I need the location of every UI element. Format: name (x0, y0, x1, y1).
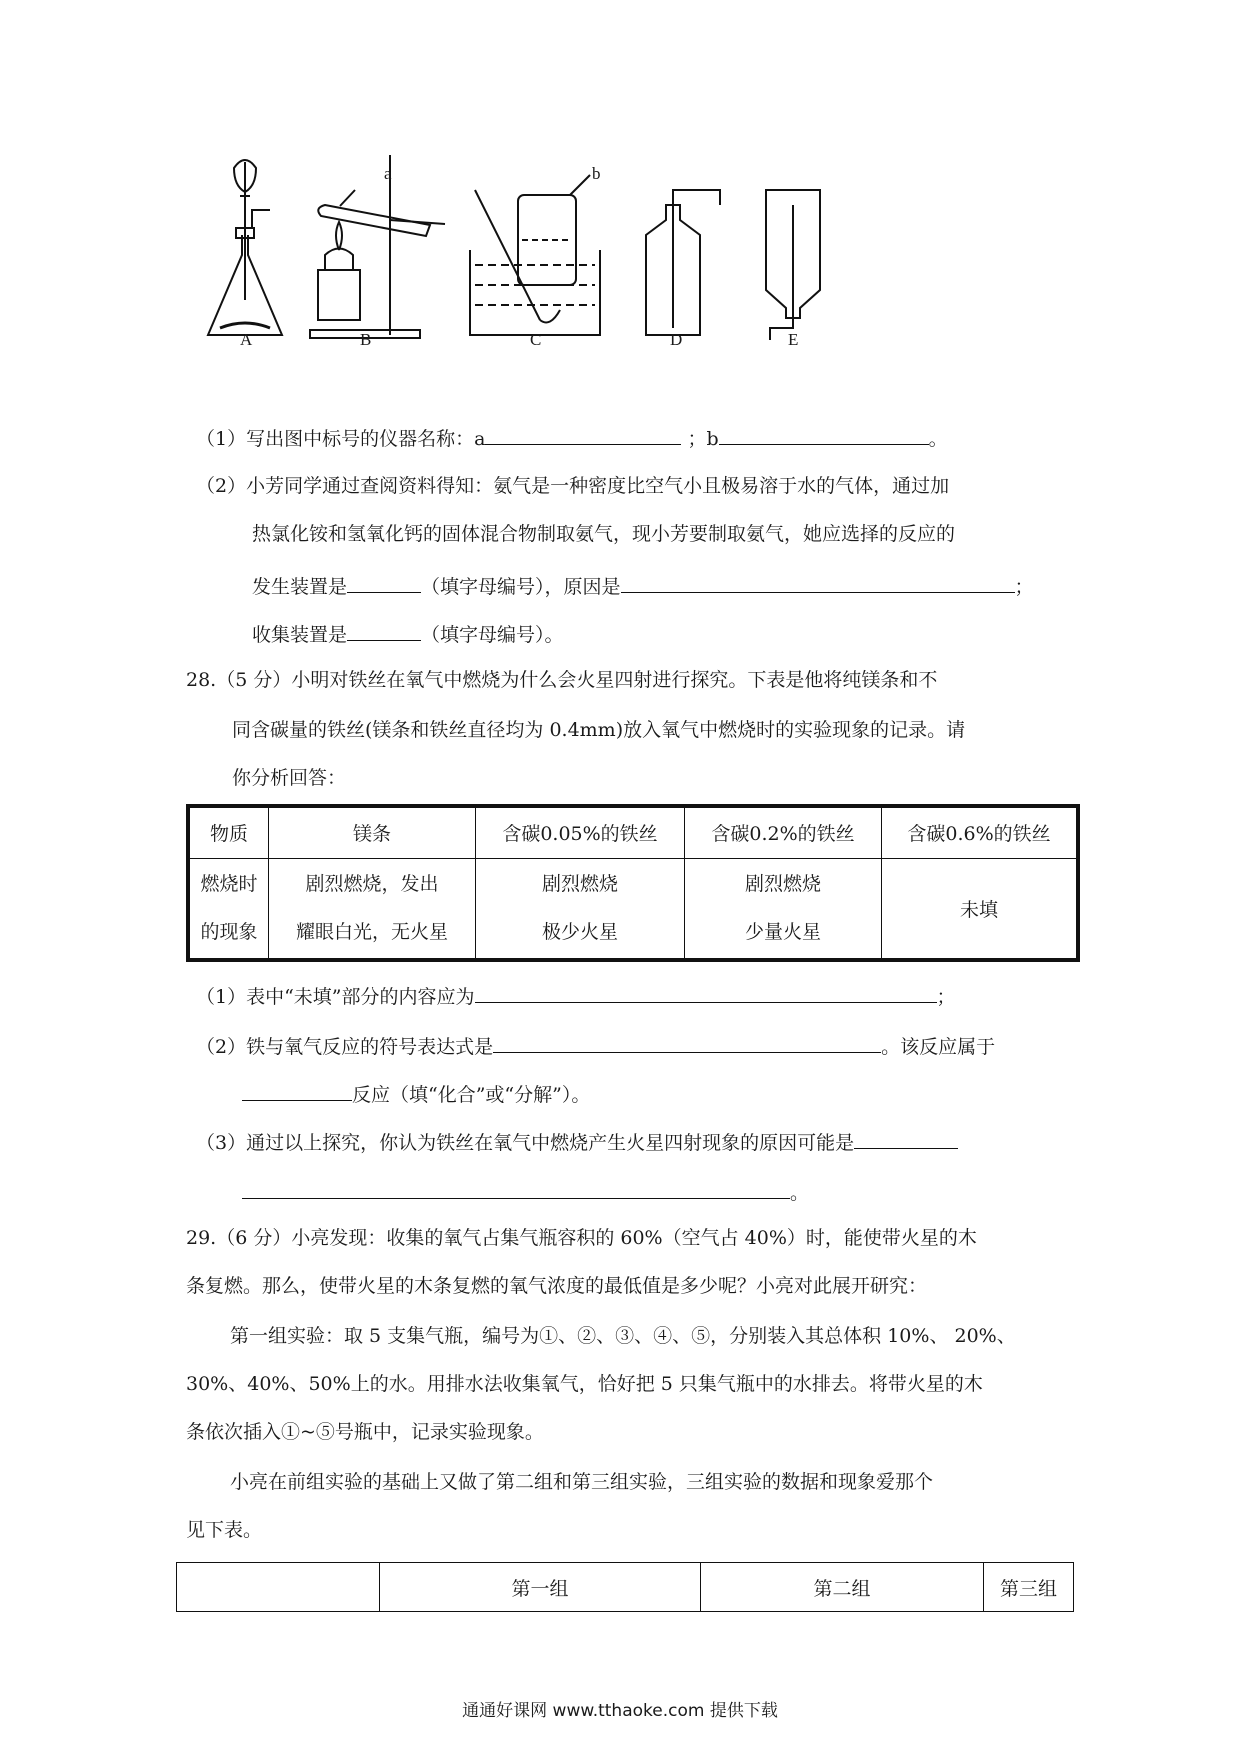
table-cell: 剧烈燃烧 少量火星 (685, 858, 882, 960)
q29-table (176, 1562, 1074, 1612)
table-cell: 未填 (882, 858, 1079, 960)
q27-part2-line3: 发生装置是 （填字母编号），原因是 ； (252, 570, 1034, 601)
answer-blank-generator[interactable] (347, 570, 421, 593)
q29-line6: 小亮在前组实验的基础上又做了第二组和第三组实验，三组实验的数据和现象爱那个 (230, 1471, 934, 1493)
table-header-cell: 第一组 (380, 1563, 701, 1612)
answer-blank-b[interactable] (719, 422, 929, 445)
q28-part2: （2）铁与氧气反应的符号表达式是 。该反应属于 (196, 1030, 995, 1061)
table-header-cell: 第三组 (984, 1563, 1074, 1612)
q27-part1: （1）写出图中标号的仪器名称：a ；b 。 (196, 422, 948, 453)
page-footer: 通通好课网 www.tthaoke.com 提供下载 (462, 1701, 778, 1721)
apparatus-figure (200, 150, 960, 390)
answer-blank-unfilled[interactable] (475, 980, 937, 1003)
q29-line1: 29.（6 分）小亮发现：收集的氧气占集气瓶容积的 60%（空气占 40%）时，能使带火星的木 (186, 1227, 977, 1249)
callout-a: a (384, 164, 392, 183)
q29-line4: 30%、40%、50%上的水。用排水法收集氧气，恰好把 5 只集气瓶中的水排去。将带火星的木 (186, 1373, 983, 1395)
q28-intro-line1: 28.（5 分）小明对铁丝在氧气中燃烧为什么会火星四射进行探究。下表是他将纯镁条和不 (186, 669, 938, 691)
answer-blank-equation[interactable] (493, 1030, 881, 1053)
table-header-cell: 含碳0.05%的铁丝 (476, 806, 685, 858)
table-row (188, 806, 1078, 858)
apparatus-drawing (200, 150, 960, 350)
q28-intro-line2: 同含碳量的铁丝(镁条和铁丝直径均为 0.4mm)放入氧气中燃烧时的实验现象的记录。请 (232, 719, 966, 741)
apparatus-b-test-tube (310, 155, 445, 338)
q27-part2-line2: 热氯化铵和氢氧化钙的固体混合物制取氨气，现小芳要制取氨气，她应选择的反应的 (252, 523, 956, 545)
figure-label-d: D (670, 330, 683, 349)
q28-intro-line3: 你分析回答： (232, 767, 347, 789)
figure-label-e: E (788, 330, 799, 349)
answer-blank-reaction-type[interactable] (242, 1078, 352, 1101)
table-cell: 剧烈燃烧 极少火星 (476, 858, 685, 960)
q29-line5: 条依次插入①~⑤号瓶中，记录实验现象。 (186, 1421, 544, 1443)
q27-part2-line1: （2）小芳同学通过查阅资料得知：氨气是一种密度比空气小且极易溶于水的气体，通过加 (196, 475, 950, 497)
figure-label-b: B (360, 330, 372, 349)
table-header-cell: 第二组 (701, 1563, 984, 1612)
apparatus-a-flask (208, 160, 282, 335)
figure-label-c: C (530, 330, 542, 349)
table-row (188, 858, 1078, 960)
apparatus-e-bottle (766, 190, 820, 340)
table-row (177, 1563, 1074, 1612)
answer-blank-cause-cont[interactable] (242, 1176, 790, 1199)
q28-part2-cont: 反应（填“化合”或“分解”）。 (242, 1078, 590, 1109)
answer-blank-a[interactable] (485, 422, 681, 445)
q29-line7: 见下表。 (186, 1519, 263, 1541)
table-header-cell (177, 1563, 380, 1612)
q28-table (186, 804, 1080, 962)
callout-b: b (592, 164, 601, 183)
q28-part1: （1）表中“未填”部分的内容应为 ； (196, 980, 956, 1011)
table-cell: 剧烈燃烧，发出 耀眼白光，无火星 (269, 858, 476, 960)
table-row-label: 燃烧时 的现象 (188, 858, 269, 960)
q28-part3: （3）通过以上探究，你认为铁丝在氧气中燃烧产生火星四射现象的原因可能是 (196, 1126, 958, 1157)
q28-part3-cont: 。 (242, 1176, 809, 1207)
answer-blank-collector[interactable] (347, 618, 421, 641)
apparatus-c-water-trough (470, 175, 600, 335)
apparatus-d-bottle (646, 190, 720, 335)
q27-part2-line4: 收集装置是 （填字母编号）。 (252, 618, 564, 649)
q29-line2: 条复燃。那么，使带火星的木条复燃的氧气浓度的最低值是多少呢？小亮对此展开研究： (186, 1275, 928, 1297)
figure-label-a: A (240, 330, 253, 349)
q29-line3: 第一组实验：取 5 支集气瓶，编号为①、②、③、④、⑤，分别装入其总体积 10%、 20%、 (230, 1325, 1016, 1347)
table-header-cell: 含碳0.2%的铁丝 (685, 806, 882, 858)
answer-blank-reason[interactable] (621, 570, 1015, 593)
answer-blank-cause[interactable] (854, 1126, 958, 1149)
table-header-cell: 物质 (188, 806, 269, 858)
table-header-cell: 镁条 (269, 806, 476, 858)
table-header-cell: 含碳0.6%的铁丝 (882, 806, 1079, 858)
